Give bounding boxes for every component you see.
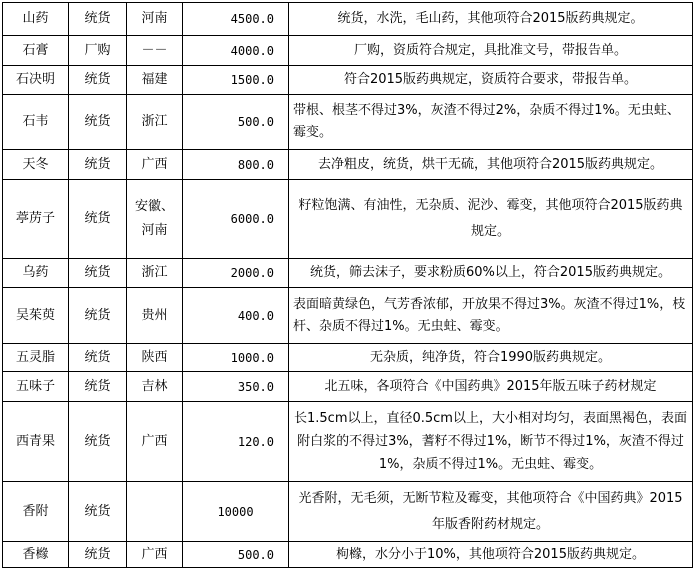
herb-amount: 6000.0 bbox=[183, 180, 289, 259]
table-row bbox=[3, 542, 693, 568]
herb-name: 山药 bbox=[3, 3, 69, 36]
herb-origin: 贵州 bbox=[127, 288, 183, 344]
herb-amount: 500.0 bbox=[183, 542, 289, 568]
herb-origin: 浙江 bbox=[127, 259, 183, 288]
herb-origin: 安徽、河南 bbox=[127, 180, 183, 259]
table-row bbox=[3, 95, 693, 150]
herb-origin: 福建 bbox=[127, 66, 183, 95]
herb-origin: 河南 bbox=[127, 3, 183, 36]
herb-grade: 统货 bbox=[69, 95, 127, 150]
herb-amount: 120.0 bbox=[183, 402, 289, 482]
herb-amount: 800.0 bbox=[183, 150, 289, 180]
herb-grade: 统货 bbox=[69, 288, 127, 344]
herb-amount: 2000.0 bbox=[183, 259, 289, 288]
herb-grade: 统货 bbox=[69, 542, 127, 568]
herb-requirement: 符合2015版药典规定，资质符合要求，带报告单。 bbox=[289, 66, 693, 95]
table-row bbox=[3, 180, 693, 259]
herb-amount: 4500.0 bbox=[183, 3, 289, 36]
herb-requirement: 去净粗皮，统货，烘干无硫，其他项符合2015版药典规定。 bbox=[289, 150, 693, 180]
herb-amount: 400.0 bbox=[183, 288, 289, 344]
herb-grade: 厂购 bbox=[69, 36, 127, 66]
herb-name: 吴茱萸 bbox=[3, 288, 69, 344]
herb-origin: 陕西 bbox=[127, 344, 183, 372]
herb-name: 乌药 bbox=[3, 259, 69, 288]
herb-requirement: 统货，筛去沫子，要求粉质60%以上，符合2015版药典规定。 bbox=[289, 259, 693, 288]
herb-name: 香橼 bbox=[3, 542, 69, 568]
herb-origin: 浙江 bbox=[127, 95, 183, 150]
herb-grade: 统货 bbox=[69, 259, 127, 288]
herb-name: 香附 bbox=[3, 482, 69, 542]
table-row bbox=[3, 3, 693, 36]
herb-amount: 4000.0 bbox=[183, 36, 289, 66]
table-row bbox=[3, 402, 693, 482]
herb-requirement: 带根、根茎不得过3%，灰渣不得过2%，杂质不得过1%。无虫蛀、霉变。 bbox=[289, 95, 693, 150]
herb-requirement: 统货，水洗，毛山药，其他项符合2015版药典规定。 bbox=[289, 3, 693, 36]
herb-spec-table bbox=[2, 2, 693, 568]
herb-requirement: 北五味，各项符合《中国药典》2015年版五味子药材规定 bbox=[289, 372, 693, 402]
herb-grade: 统货 bbox=[69, 344, 127, 372]
table-row bbox=[3, 344, 693, 372]
herb-name: 五灵脂 bbox=[3, 344, 69, 372]
herb-grade: 统货 bbox=[69, 180, 127, 259]
herb-origin: 广西 bbox=[127, 542, 183, 568]
herb-requirement: 长1.5cm以上，直径0.5cm以上，大小相对均匀，表面黑褐色，表面附白浆的不得过3%，蓍籽不得过1%，断节不得过1%，灰渣不得过1%，杂质不得过1%。无虫蛀、霉变。 bbox=[289, 402, 693, 482]
herb-amount: 350.0 bbox=[183, 372, 289, 402]
herb-grade: 统货 bbox=[69, 150, 127, 180]
herb-name: 西青果 bbox=[3, 402, 69, 482]
herb-requirement: 光香附，无毛须，无断节粒及霉变，其他项符合《中国药典》2015年版香附药材规定。 bbox=[289, 482, 693, 542]
herb-origin: －－ bbox=[127, 36, 183, 66]
herb-origin: 广西 bbox=[127, 402, 183, 482]
herb-name: 石决明 bbox=[3, 66, 69, 95]
herb-amount: 10000 bbox=[183, 482, 289, 542]
herb-requirement: 枸橼，水分小于10%，其他项符合2015版药典规定。 bbox=[289, 542, 693, 568]
herb-requirement: 无杂质，纯净货，符合1990版药典规定。 bbox=[289, 344, 693, 372]
table-row bbox=[3, 288, 693, 344]
table-row bbox=[3, 150, 693, 180]
herb-amount: 1500.0 bbox=[183, 66, 289, 95]
herb-grade: 统货 bbox=[69, 372, 127, 402]
herb-requirement: 表面暗黄绿色，气芳香浓郁，开放果不得过3%。灰渣不得过1%，枝杆、杂质不得过1%。无虫蛀、霉变。 bbox=[289, 288, 693, 344]
herb-requirement: 厂购，资质符合规定，具批准文号，带报告单。 bbox=[289, 36, 693, 66]
herb-requirement: 籽粒饱满、有油性，无杂质、泥沙、霉变，其他项符合2015版药典规定。 bbox=[289, 180, 693, 259]
herb-origin: 广西 bbox=[127, 150, 183, 180]
herb-name: 天冬 bbox=[3, 150, 69, 180]
herb-origin bbox=[127, 482, 183, 542]
table-row bbox=[3, 372, 693, 402]
table-row bbox=[3, 259, 693, 288]
herb-name: 葶苈子 bbox=[3, 180, 69, 259]
herb-grade: 统货 bbox=[69, 3, 127, 36]
herb-name: 石韦 bbox=[3, 95, 69, 150]
herb-name: 五味子 bbox=[3, 372, 69, 402]
table-row bbox=[3, 482, 693, 542]
herb-origin: 吉林 bbox=[127, 372, 183, 402]
table-row bbox=[3, 36, 693, 66]
herb-grade: 统货 bbox=[69, 66, 127, 95]
herb-name: 石膏 bbox=[3, 36, 69, 66]
herb-amount: 1000.0 bbox=[183, 344, 289, 372]
herb-grade: 统货 bbox=[69, 402, 127, 482]
table-row bbox=[3, 66, 693, 95]
herb-amount: 500.0 bbox=[183, 95, 289, 150]
herb-grade: 统货 bbox=[69, 482, 127, 542]
